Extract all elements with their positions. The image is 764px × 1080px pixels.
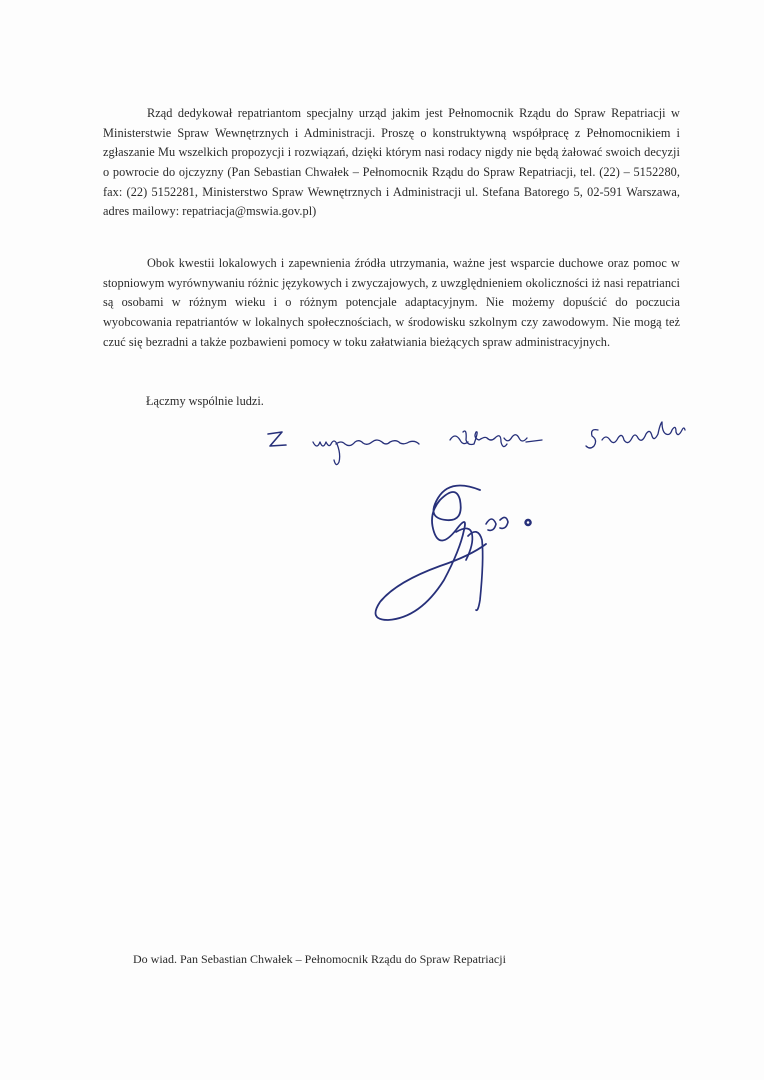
closing-greeting: Łączmy wspólnie ludzi. <box>146 394 264 408</box>
body-paragraph-1: Rząd dedykował repatriantom specjalny urząd jakim jest Pełnomocnik Rządu do Spraw Repatriacji w Ministerstwie Spraw Wewnętrznych i Administracji. Proszę o konstruktywną współpracę z Pełnomocnikiem i zgłaszanie Mu wszelkich propozycji i rozwiązań, dzięki którym nasi rodacy nigdy nie będą żałować swoich decyzji o powrocie do ojczyzny (Pan Sebastian Chwałek – Pełnomocnik Rządu do Spraw Repatriacji, tel. (22) – 5152280, fax: (22) 5152281, Ministerstwo Spraw Wewnętrznych i Administracji ul. Stefana Batorego 5, 02-591 Warszawa, adres mailowy: repatriacja@mswia.gov.pl) <box>103 106 680 219</box>
footer-cc: Do wiad. Pan Sebastian Chwałek – Pełnomocnik Rządu do Spraw Repatriacji <box>133 952 506 966</box>
signature <box>360 470 560 635</box>
body-paragraph-2: Obok kwestii lokalowych i zapewnienia źródła utrzymania, ważne jest wsparcie duchowe oraz pomoc w stopniowym wyrównywaniu różnic językowych i zwyczajowych, z uwzględnieniem okoliczności iż nasi repatrianci są osobami w różnym wieku i o różnym potencjale adaptacyjnym. Nie możemy dopuścić do poczucia wyobcowania repatriantów w lokalnych społecznościach, w środowisku szkolnym czy zawodowym. Nie mogą też czuć się bezradni a także pozbawieni pomocy w toku załatwiania bieżących spraw administracyjnych. <box>103 256 680 349</box>
handwritten-closing <box>258 412 728 472</box>
